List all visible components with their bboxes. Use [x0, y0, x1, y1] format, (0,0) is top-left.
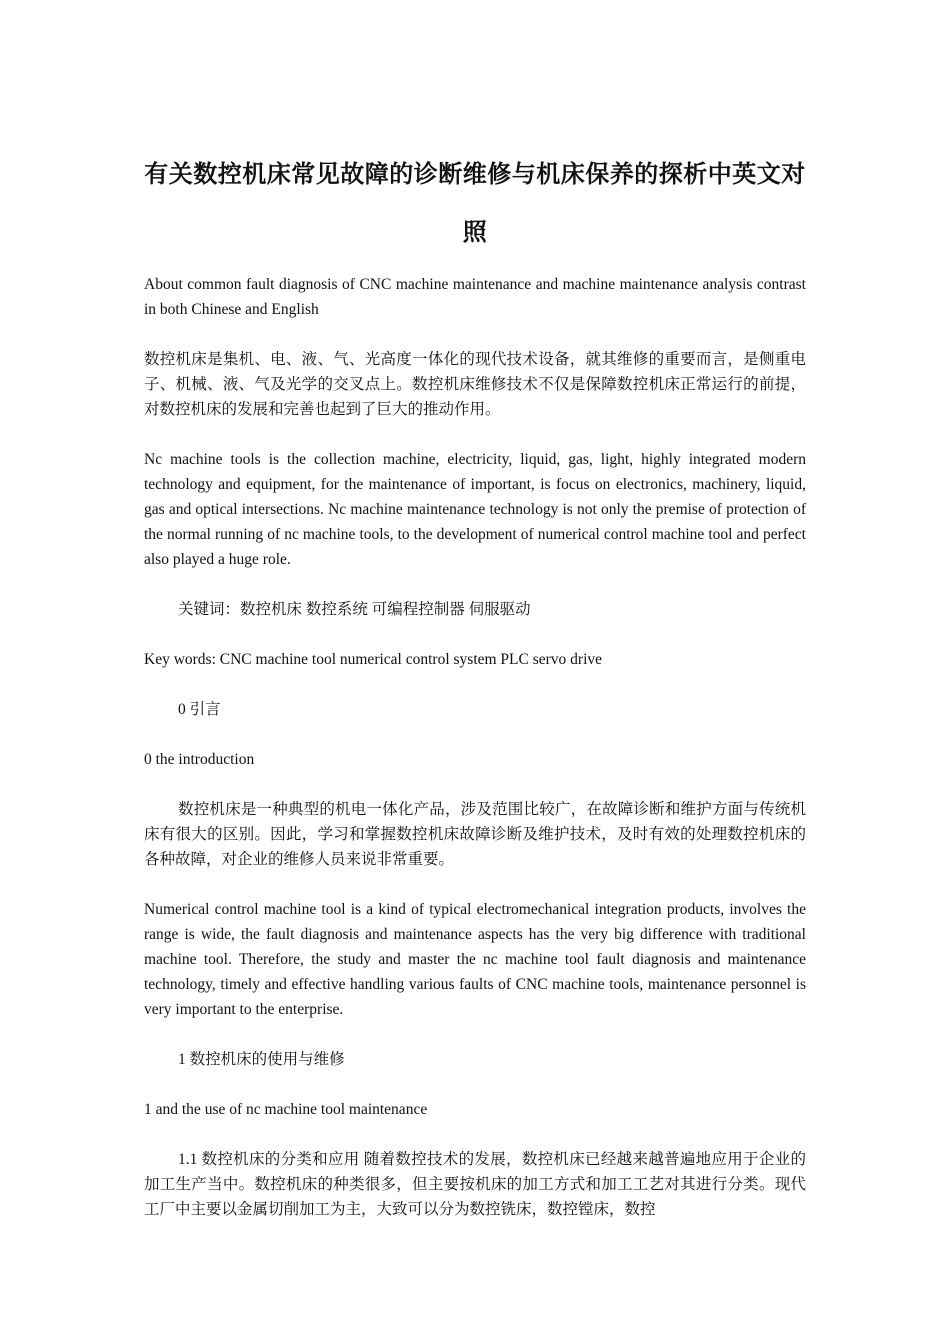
english-title-paragraph: About common fault diagnosis of CNC machine maintenance and machine maintenance analysis contrast in both Chinese and English	[144, 276, 806, 318]
english-section-heading-intro: 0 the introduction	[144, 751, 255, 768]
chinese-abstract-paragraph: 数控机床是集机、电、液、气、光高度一体化的现代技术设备，就其维修的重要而言，是侧重电子、机械、液、气及光学的交叉点上。数控机床维修技术不仅是保障数控机床正常运行的前提，对数控机床的发展和完善也起到了巨大的推动作用。	[144, 351, 806, 418]
chinese-section-heading-intro: 0 引言	[178, 701, 221, 718]
chinese-section-1-1-paragraph: 1.1 数控机床的分类和应用 随着数控技术的发展，数控机床已经越来越普遍地应用于企业的加工生产当中。数控机床的种类很多，但主要按机床的加工方式和加工工艺对其进行分类。现代工厂中主要以金属切削加工为主，大致可以分为数控铣床，数控镗床，数控	[144, 1151, 806, 1218]
chinese-keywords: 关键词：数控机床 数控系统 可编程控制器 伺服驱动	[178, 601, 531, 618]
chinese-section-heading-1: 1 数控机床的使用与维修	[178, 1051, 345, 1068]
english-section-heading-1: 1 and the use of nc machine tool maintenance	[144, 1101, 428, 1118]
english-intro-paragraph: Numerical control machine tool is a kind of typical electromechanical integration products, involves the range is wide, the fault diagnosis and maintenance aspects has the very big difference with traditional machine tool. Therefore, the study and master the nc machine tool fault diagnosis and maintenance technology, timely and effective handling various faults of CNC machine tools, maintenance personnel is very important to the enterprise.	[144, 901, 806, 1018]
chinese-intro-paragraph: 数控机床是一种典型的机电一体化产品，涉及范围比较广，在故障诊断和维护方面与传统机床有很大的区别。因此，学习和掌握数控机床故障诊断及维护技术，及时有效的处理数控机床的各种故障，对企业的维修人员来说非常重要。	[144, 801, 806, 868]
document-title: 有关数控机床常见故障的诊断维修与机床保养的探析中英文对照	[144, 162, 806, 247]
document-body	[144, 272, 806, 1247]
english-keywords: Key words: CNC machine tool numerical control system PLC servo drive	[144, 651, 603, 668]
english-abstract-paragraph: Nc machine tools is the collection machine, electricity, liquid, gas, light, highly integrated modern technology and equipment, for the maintenance of important, is focus on electronics, machinery, liquid, gas and optical intersections. Nc machine maintenance technology is not only the premise of protection of the normal running of nc machine tools, to the development of numerical control machine tool and perfect also played a huge role.	[144, 451, 806, 568]
